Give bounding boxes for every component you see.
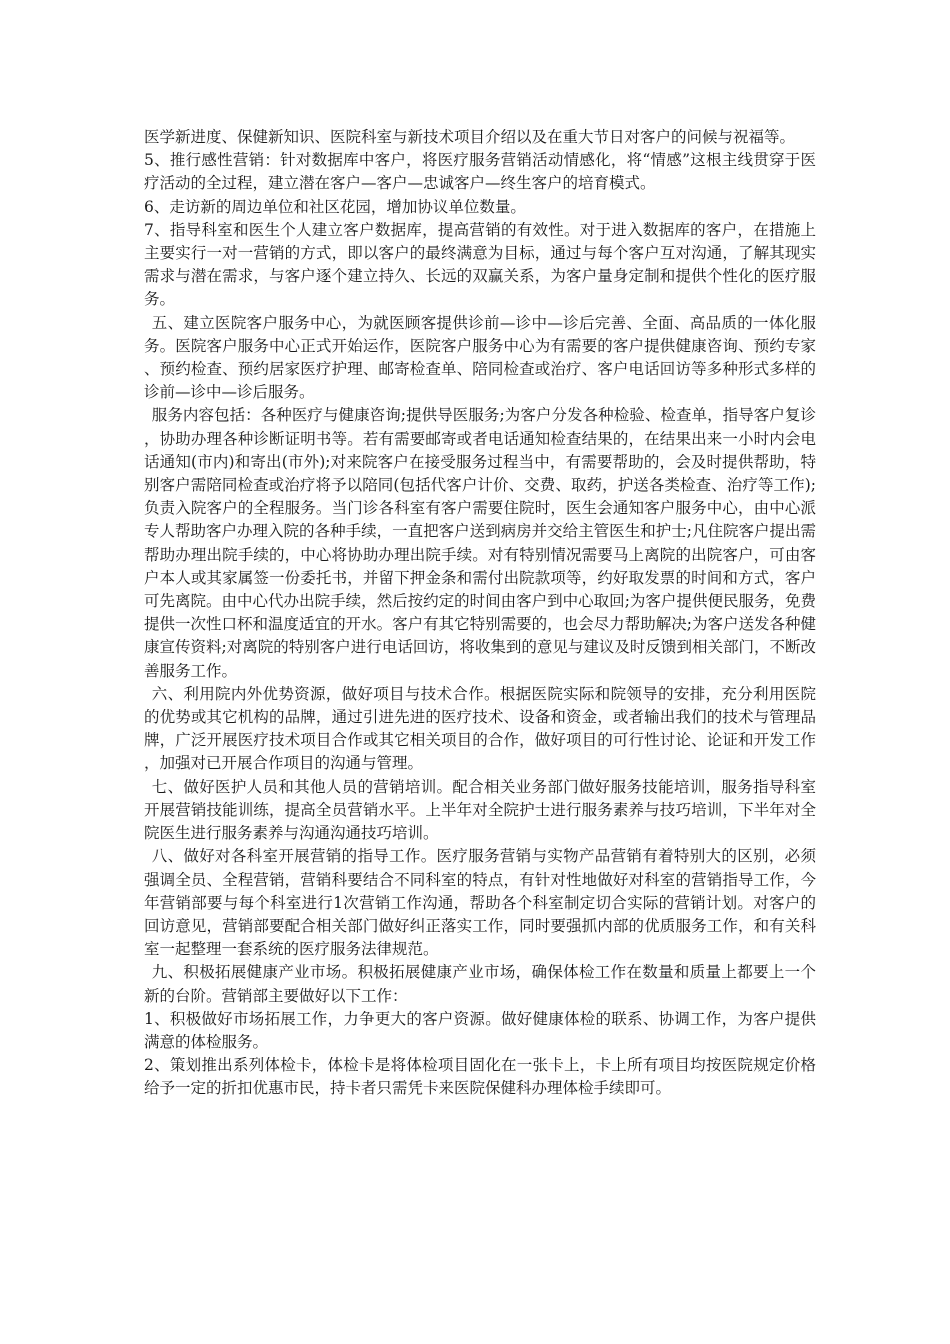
paragraph-section-8: 八、做好对各科室开展营销的指导工作。医疗服务营销与实物产品营销有着特别大的区别，必须强调全员、全程营销，营销科要结合不同科室的特点，有针对性地做好对科室的营销指导工作，今年营销部要与每个科室进行1次营销工作沟通，帮助各个科室制定切合实际的营销计划。对客户的回访意见，营销部要配合相关部门做好纠正落实工作，同时要强抓内部的优质服务工作，和有关科室一起整理一套系统的医疗服务法律规范。: [144, 847, 816, 959]
body-text: [144, 126, 816, 1101]
paragraph-service-content: 服务内容包括：各种医疗与健康咨询;提供导医服务;为客户分发各种检验、检查单，指导客户复诊，协助办理各种诊断证明书等。若有需要邮寄或者电话通知检查结果的，在结果出来一小时内会电话通知(市内)和寄出(市外);对来院客户在接受服务过程当中，有需要帮助的，会及时提供帮助，特别客户需陪同检查或治疗将予以陪同(包括代客户计价、交费、取药，护送各类检查、治疗等工作);负责入院客户的全程服务。当门诊各科室有客户需要住院时，医生会通知客户服务中心，由中心派专人帮助客户办理入院的各种手续，一直把客户送到病房并交给主管医生和护士;凡住院客户提出需帮助办理出院手续的，中心将协助办理出院手续。对有特别情况需要马上离院的出院客户，可由客户本人或其家属签一份委托书，并留下押金条和需付出院款项等，约好取发票的时间和方式，客户可先离院。由中心代办出院手续，然后按约定的时间由客户到中心取回;为客户提供便民服务，免费提供一次性口杯和温度适宜的开水。客户有其它特别需要的，也会尽力帮助解决;为客户送发各种健康宣传资料;对离院的特别客户进行电话回访，将收集到的意见与建议及时反馈到相关部门，不断改善服务工作。: [144, 406, 816, 680]
paragraph-continuation: 医学新进度、保健新知识、医院科室与新技术项目介绍以及在重大节日对客户的问候与祝福等。: [144, 128, 796, 146]
paragraph-item-5: 5、推行感性营销：针对数据库中客户，将医疗服务营销活动情感化，将“情感”这根主线贯穿于医疗活动的全过程，建立潜在客户—客户—忠诚客户—终生客户的培育模式。: [144, 151, 816, 193]
paragraph-section-9: 九、积极拓展健康产业市场。积极拓展健康产业市场，确保体检工作在数量和质量上都要上一个新的台阶。营销部主要做好以下工作：: [144, 963, 816, 1005]
paragraph-sub-item-2: 2、策划推出系列体检卡，体检卡是将体检项目固化在一张卡上，卡上所有项目均按医院规定价格给予一定的折扣优惠市民，持卡者只需凭卡来医院保健科办理体检手续即可。: [144, 1056, 816, 1098]
paragraph-sub-item-1: 1、积极做好市场拓展工作，力争更大的客户资源。做好健康体检的联系、协调工作，为客户提供满意的体检服务。: [144, 1009, 816, 1051]
paragraph-item-7: 7、指导科室和医生个人建立客户数据库，提高营销的有效性。对于进入数据库的客户，在措施上主要实行一对一营销的方式，即以客户的最终满意为目标，通过与每个客户互对沟通，了解其现实需求与潜在需求，与客户逐个建立持久、长远的双赢关系，为客户量身定制和提供个性化的医疗服务。: [144, 220, 816, 309]
paragraph-section-5: 五、建立医院客户服务中心，为就医顾客提供诊前—诊中—诊后完善、全面、高品质的一体化服务。医院客户服务中心正式开始运作，医院客户服务中心为有需要的客户提供健康咨询、预约专家、预约检查、预约居家医疗护理、邮寄检查单、陪同检查或治疗、客户电话回访等多种形式多样的诊前—诊中—诊后服务。: [144, 313, 816, 402]
paragraph-section-7: 七、做好医护人员和其他人员的营销培训。配合相关业务部门做好服务技能培训，服务指导科室开展营销技能训练，提高全员营销水平。上半年对全院护士进行服务素养与技巧培训，下半年对全院医生进行服务素养与沟通沟通技巧培训。: [144, 777, 816, 843]
paragraph-item-6: 6、走访新的周边单位和社区花园，增加协议单位数量。: [144, 197, 526, 216]
paragraph-section-6: 六、利用院内外优势资源，做好项目与技术合作。根据医院实际和院领导的安排，充分利用医院的优势或其它机构的品牌，通过引进先进的医疗技术、设备和资金，或者输出我们的技术与管理品牌，广泛开展医疗技术项目合作或其它相关项目的合作，做好项目的可行性讨论、论证和开发工作，加强对已开展合作项目的沟通与管理。: [144, 684, 816, 773]
